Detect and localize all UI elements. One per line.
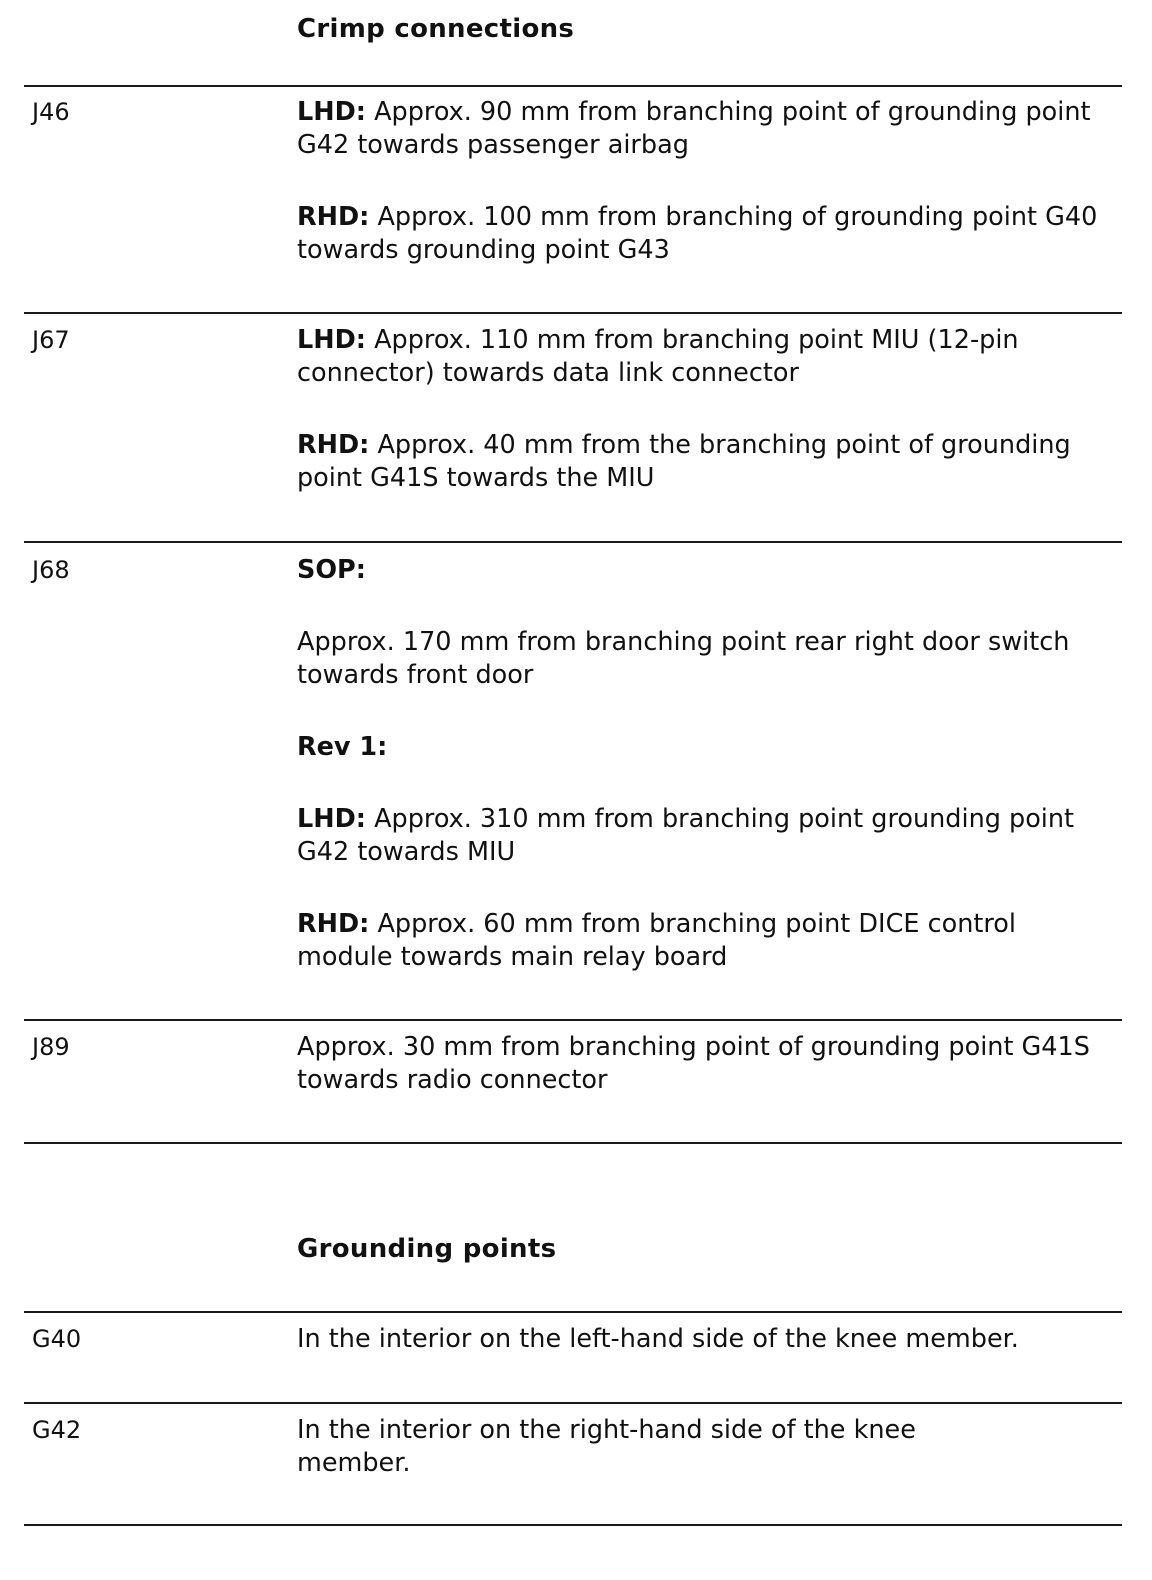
grounding-points-heading: Grounding points	[297, 1234, 557, 1264]
drive-label: LHD:	[297, 97, 366, 127]
grounding-description-g42	[297, 1414, 997, 1480]
description-paragraph: In the interior on the right-hand side of the knee member.	[297, 1415, 916, 1478]
description-paragraph	[297, 429, 1117, 495]
table-rule	[24, 1142, 1122, 1144]
table-rule	[24, 1524, 1122, 1526]
drive-label: RHD:	[297, 430, 370, 460]
description-paragraph	[297, 803, 1117, 869]
table-rule	[24, 312, 1122, 314]
crimp-description-j46	[297, 96, 1117, 267]
description-paragraph: In the interior on the left-hand side of the knee member.	[297, 1324, 1019, 1354]
crimp-id-j46: J46	[32, 98, 70, 126]
paragraph-text: Approx. 110 mm from branching point MIU (12-pin connector) towards data link connector	[297, 325, 1019, 388]
table-rule	[24, 85, 1122, 87]
description-paragraph	[297, 908, 1117, 974]
paragraph-text: Approx. 90 mm from branching point of grounding point G42 towards passenger airbag	[297, 97, 1091, 160]
crimp-description-j67	[297, 324, 1117, 495]
crimp-id-j67: J67	[32, 326, 70, 354]
table-rule	[24, 1311, 1122, 1313]
table-rule	[24, 541, 1122, 543]
paragraph-text: Approx. 40 mm from the branching point of grounding point G41S towards the MIU	[297, 430, 1071, 493]
grounding-id-g40: G40	[32, 1325, 82, 1353]
description-paragraph: Approx. 170 mm from branching point rear right door switch towards front door	[297, 627, 1070, 690]
description-paragraph	[297, 96, 1117, 162]
drive-label: RHD:	[297, 202, 370, 232]
table-rule	[24, 1402, 1122, 1404]
description-paragraph	[297, 324, 1117, 390]
crimp-id-j89: J89	[32, 1033, 70, 1061]
crimp-description-j68	[297, 554, 1117, 974]
grounding-id-g42: G42	[32, 1416, 82, 1444]
paragraph-text: Approx. 60 mm from branching point DICE control module towards main relay board	[297, 909, 1016, 972]
drive-label: LHD:	[297, 804, 366, 834]
paragraph-text: Approx. 100 mm from branching of grounding point G40 towards grounding point G43	[297, 202, 1098, 265]
drive-label: LHD:	[297, 325, 366, 355]
description-paragraph	[297, 201, 1117, 267]
table-rule	[24, 1019, 1122, 1021]
crimp-connections-heading: Crimp connections	[297, 14, 575, 44]
drive-label: RHD:	[297, 909, 370, 939]
crimp-description-j89	[297, 1031, 1117, 1097]
crimp-id-j68: J68	[32, 556, 70, 584]
grounding-description-g40	[297, 1323, 1117, 1356]
description-paragraph: Approx. 30 mm from branching point of grounding point G41S towards radio connector	[297, 1032, 1090, 1095]
sop-heading: SOP:	[297, 555, 366, 585]
rev1-heading: Rev 1:	[297, 732, 388, 762]
paragraph-text: Approx. 310 mm from branching point grounding point G42 towards MIU	[297, 804, 1075, 867]
